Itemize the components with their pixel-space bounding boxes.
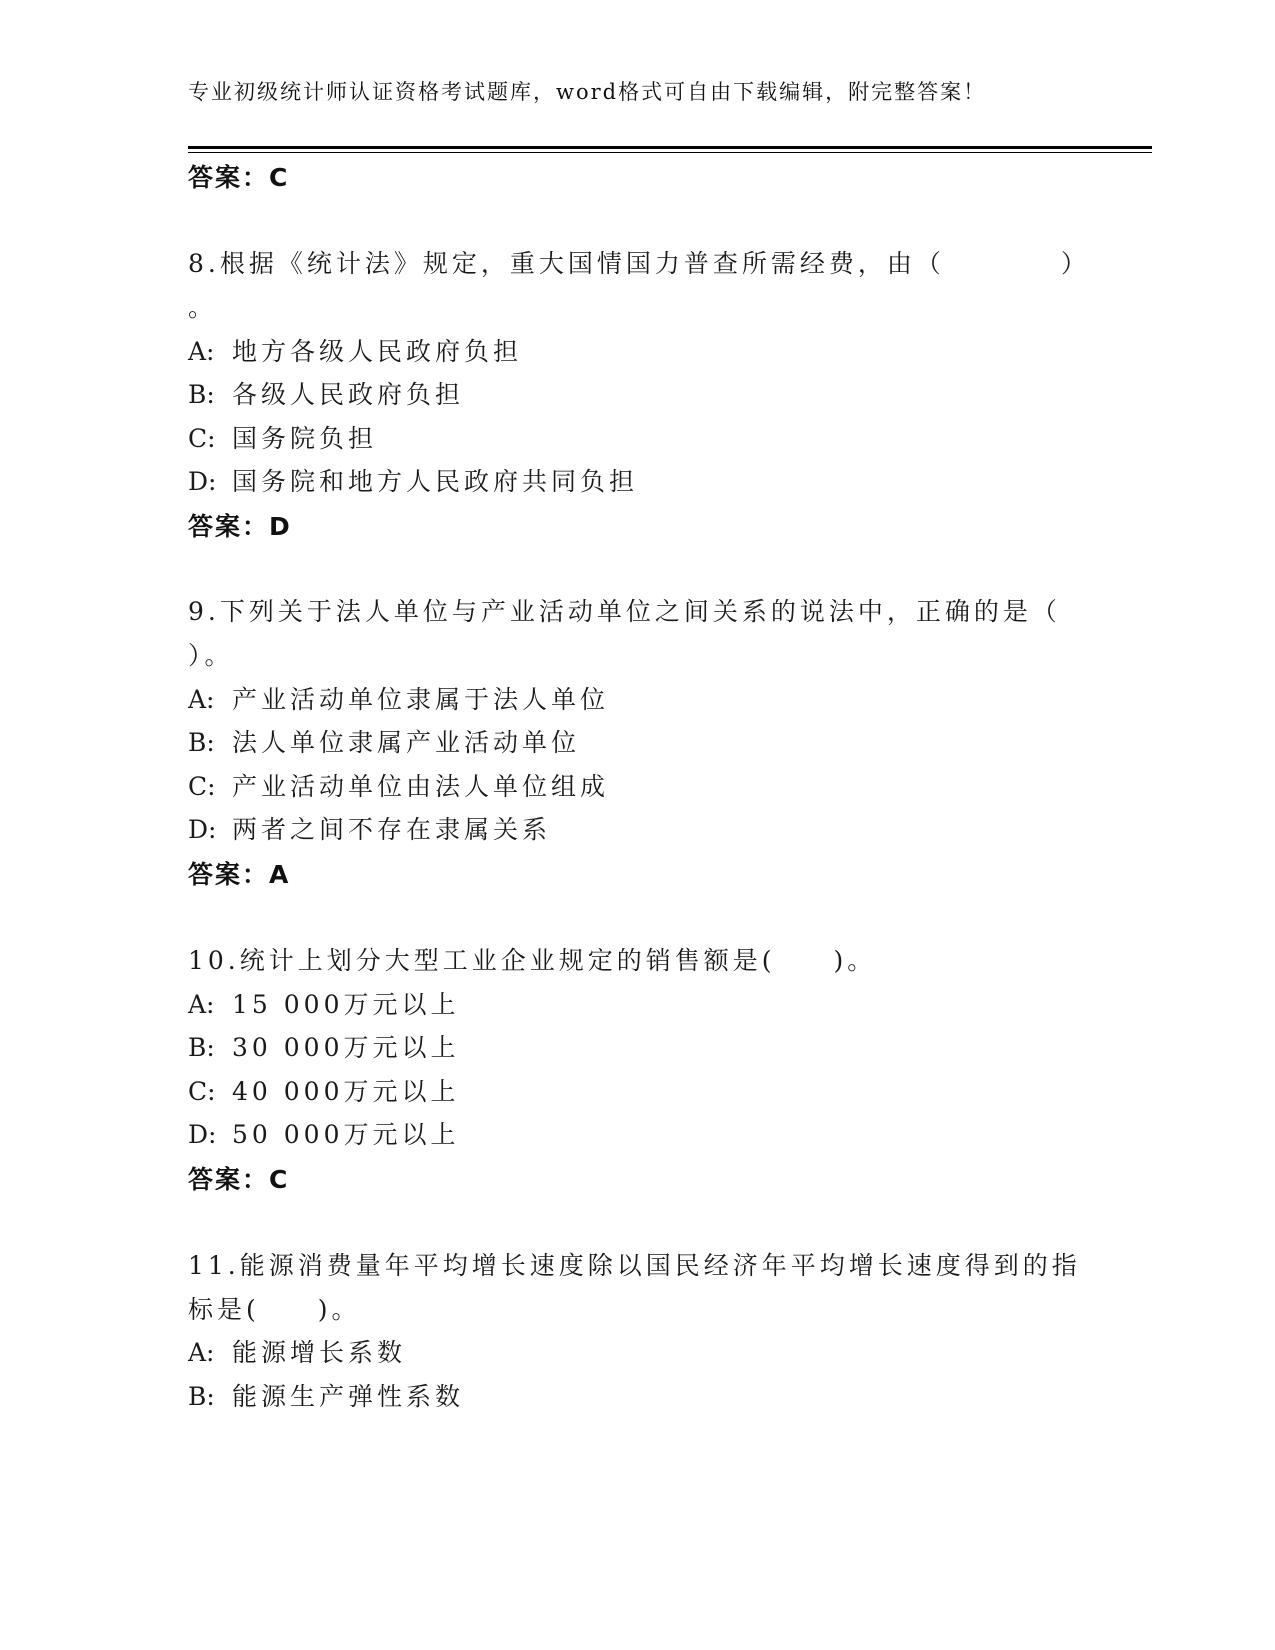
option-text: 15 000万元以上	[232, 990, 460, 1019]
option-text: 50 000万元以上	[232, 1120, 460, 1149]
question-9-stem-line-1: 9.下列关于法人单位与产业活动单位之间关系的说法中，正确的是（	[188, 597, 1061, 626]
question-8-answer: 答案：D	[188, 512, 292, 541]
option-text: 产业活动单位隶属于法人单位	[232, 685, 610, 714]
option-letter: D:	[188, 815, 217, 844]
question-9-option-a	[188, 680, 609, 716]
question-9-option-c	[188, 767, 609, 803]
question-8-option-a	[188, 332, 522, 368]
question-11-stem-line-1: 11.能源消费量年平均增长速度除以国民经济年平均增长速度得到的指	[188, 1251, 1081, 1280]
question-8-stem-line-2: 。	[188, 293, 218, 322]
option-text: 各级人民政府负担	[232, 380, 465, 409]
question-9-stem-line-2: ）。	[188, 641, 234, 670]
option-letter: C:	[188, 424, 216, 453]
option-text: 能源增长系数	[232, 1338, 407, 1367]
option-text: 能源生产弹性系数	[232, 1382, 465, 1411]
question-10-option-d	[188, 1115, 459, 1151]
header-rule-thin	[188, 152, 1152, 153]
question-9-option-b	[188, 723, 580, 759]
question-10-option-a	[188, 985, 459, 1021]
question-11-option-b	[188, 1377, 464, 1413]
option-text: 40 000万元以上	[232, 1077, 460, 1106]
option-letter: D:	[188, 1120, 217, 1149]
question-8-option-d	[188, 462, 638, 498]
option-letter: A:	[188, 685, 215, 714]
question-8-option-b	[188, 375, 464, 411]
option-letter: B:	[188, 1382, 215, 1411]
option-letter: A:	[188, 337, 215, 366]
question-11-option-a	[188, 1333, 406, 1369]
question-9-answer: 答案：A	[188, 860, 291, 889]
option-letter: B:	[188, 728, 215, 757]
option-text: 两者之间不存在隶属关系	[232, 815, 552, 844]
option-letter: A:	[188, 990, 215, 1019]
option-text: 产业活动单位由法人单位组成	[232, 772, 610, 801]
page-header: 专业初级统计师认证资格考试题库，word格式可自由下载编辑，附完整答案！	[188, 80, 987, 104]
option-letter: A:	[188, 1338, 215, 1367]
question-10-answer: 答案：C	[188, 1165, 290, 1194]
question-8-option-c	[188, 419, 377, 455]
option-letter: C:	[188, 1077, 216, 1106]
question-10-option-b	[188, 1028, 459, 1064]
option-text: 国务院负担	[232, 424, 378, 453]
option-text: 国务院和地方人民政府共同负担	[232, 467, 639, 496]
option-letter: C:	[188, 772, 216, 801]
option-text: 地方各级人民政府负担	[232, 337, 523, 366]
question-10-option-c	[188, 1072, 459, 1108]
question-8-stem-line-1: 8.根据《统计法》规定，重大国情国力普查所需经费，由（ ）	[188, 249, 1090, 278]
option-text: 30 000万元以上	[232, 1033, 460, 1062]
option-text: 法人单位隶属产业活动单位	[232, 728, 581, 757]
header-rule-thick	[188, 146, 1152, 149]
option-letter: B:	[188, 1033, 215, 1062]
option-letter: D:	[188, 467, 217, 496]
option-letter: B:	[188, 380, 215, 409]
question-11-stem-line-2: 标是( )。	[188, 1295, 361, 1324]
question-10-stem-line-1: 10.统计上划分大型工业企业规定的销售额是( )。	[188, 946, 877, 975]
question-9-option-d	[188, 810, 551, 846]
answer-prev: 答案：C	[188, 163, 290, 192]
